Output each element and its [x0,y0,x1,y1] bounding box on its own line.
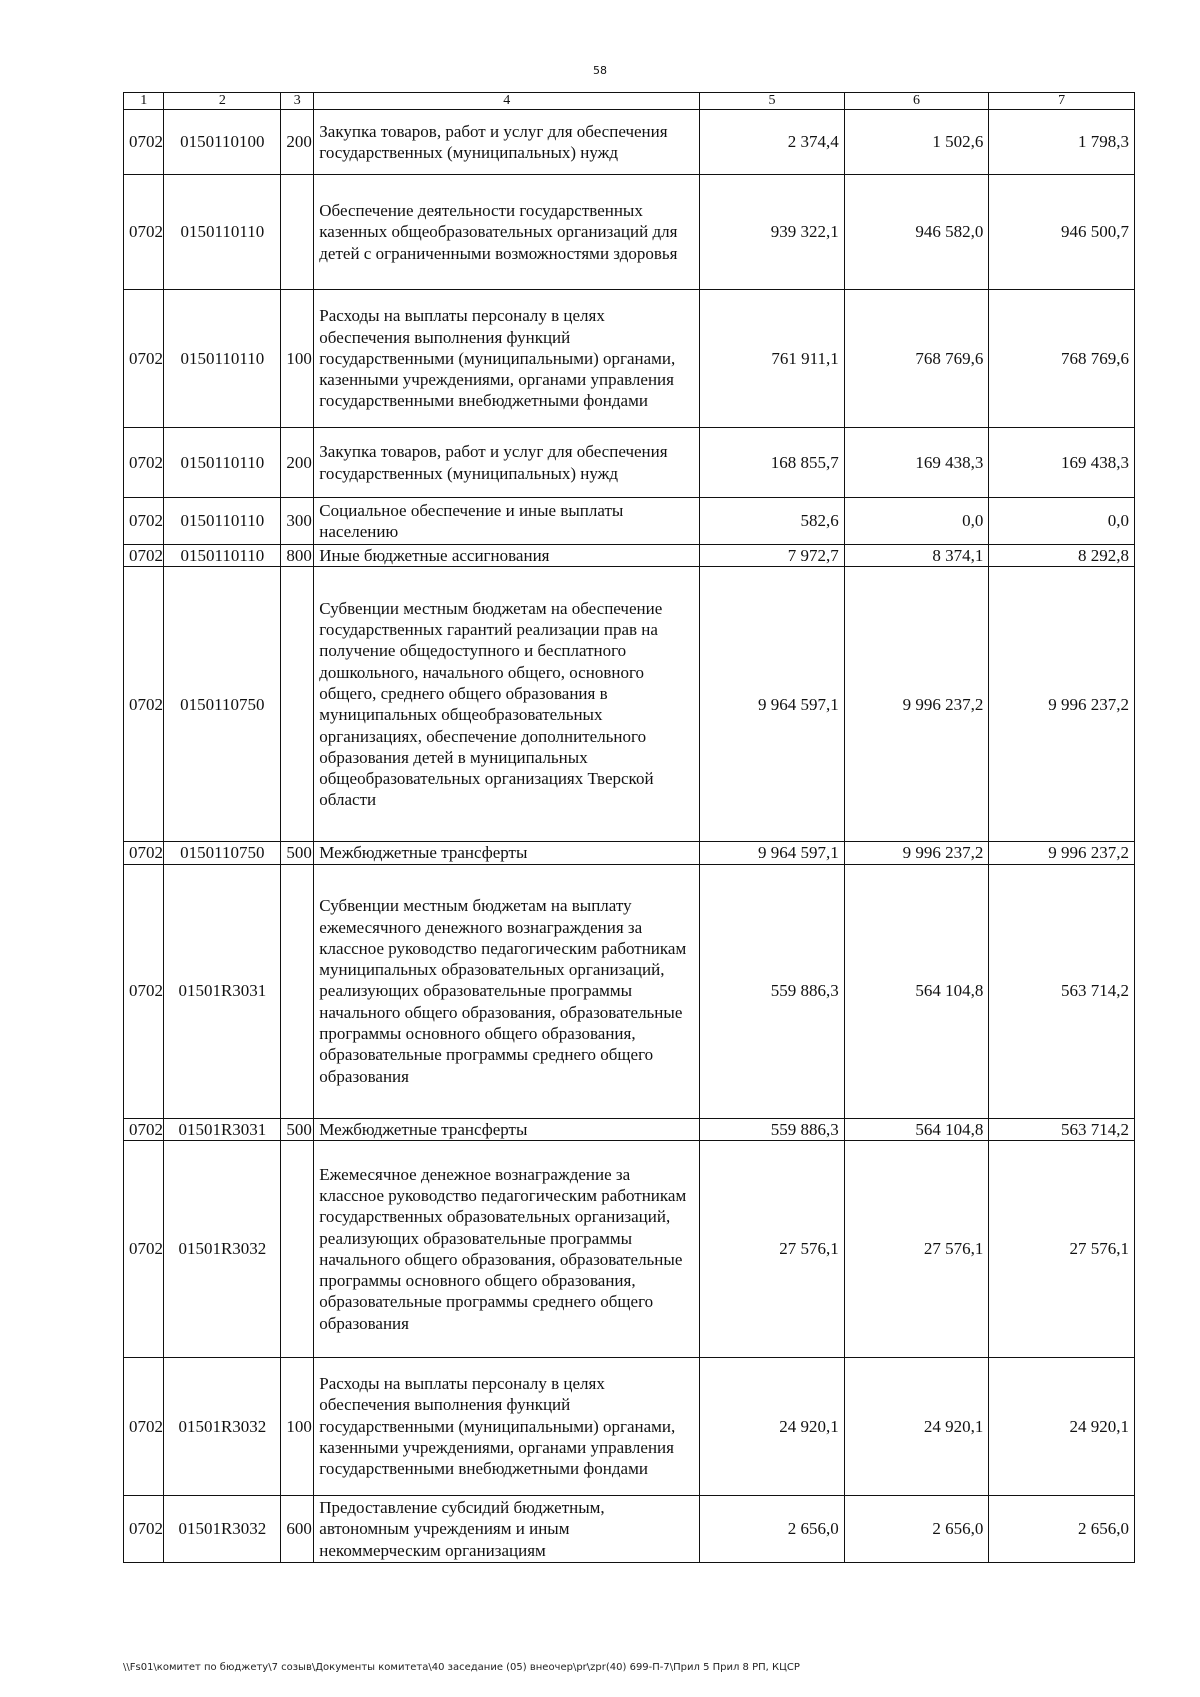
tsel-statya-cell: 01501R3032 [164,1140,281,1357]
page-number: 58 [593,64,607,77]
value-2-cell: 1 502,6 [844,110,989,175]
razdel-cell: 0702 [124,864,164,1118]
vid-cell: 500 [281,842,314,864]
vid-cell: 600 [281,1495,314,1562]
footer-file-path: \\Fs01\комитет по бюджету\7 созыв\Документы комитета\40 заседание (05) внеочер\pr\zpr(40) 699-П-7\Прил 5 Прил 8 РП, КЦСР [123,1662,800,1673]
vid-cell: 800 [281,545,314,567]
value-3-cell: 946 500,7 [989,175,1135,290]
value-1-cell: 7 972,7 [700,545,845,567]
tsel-statya-cell: 0150110110 [164,545,281,567]
value-1-cell: 939 322,1 [700,175,845,290]
value-1-cell: 761 911,1 [700,290,845,428]
header-col-1: 1 [124,93,164,110]
value-2-cell: 24 920,1 [844,1357,989,1495]
name-cell: Закупка товаров, работ и услуг для обеспечения государственных (муниципальных) нужд [314,428,700,498]
value-1-cell: 9 964 597,1 [700,842,845,864]
value-2-cell: 2 656,0 [844,1495,989,1562]
value-1-cell: 2 374,4 [700,110,845,175]
table-row [124,567,1135,842]
table-row [124,1140,1135,1357]
value-2-cell: 946 582,0 [844,175,989,290]
razdel-cell: 0702 [124,842,164,864]
value-1-cell: 2 656,0 [700,1495,845,1562]
name-cell: Обеспечение деятельности государственных казенных общеобразовательных организаций для детей с ограниченными возможностями здоровья [314,175,700,290]
razdel-cell: 0702 [124,567,164,842]
value-2-cell: 8 374,1 [844,545,989,567]
vid-cell [281,175,314,290]
name-cell: Ежемесячное денежное вознаграждение за классное руководство педагогическим работникам государственных образовательных организаций, реализующих образовательные программы начального общего образования, образовательные программы основного общего образования, образовательные программы среднего общего образования [314,1140,700,1357]
tsel-statya-cell: 01501R3031 [164,864,281,1118]
razdel-cell: 0702 [124,1495,164,1562]
name-cell: Иные бюджетные ассигнования [314,545,700,567]
value-2-cell: 564 104,8 [844,864,989,1118]
table-row [124,498,1135,545]
header-row [124,93,1135,110]
value-3-cell: 9 996 237,2 [989,567,1135,842]
header-col-5: 5 [700,93,845,110]
vid-cell: 100 [281,290,314,428]
table-row [124,290,1135,428]
header-col-7: 7 [989,93,1135,110]
name-cell: Расходы на выплаты персоналу в целях обеспечения выполнения функций государственными (муниципальными) органами, казенными учреждениями, органами управления государственными внебюджетными фондами [314,290,700,428]
tsel-statya-cell: 0150110750 [164,842,281,864]
name-cell: Межбюджетные трансферты [314,842,700,864]
razdel-cell: 0702 [124,498,164,545]
razdel-cell: 0702 [124,175,164,290]
tsel-statya-cell: 0150110110 [164,428,281,498]
table-row [124,1118,1135,1140]
header-col-4: 4 [314,93,700,110]
vid-cell [281,1140,314,1357]
vid-cell: 200 [281,110,314,175]
name-cell: Расходы на выплаты персоналу в целях обеспечения выполнения функций государственными (муниципальными) органами, казенными учреждениями, органами управления государственными внебюджетными фондами [314,1357,700,1495]
table-row [124,545,1135,567]
tsel-statya-cell: 01501R3032 [164,1495,281,1562]
vid-cell: 300 [281,498,314,545]
value-1-cell: 9 964 597,1 [700,567,845,842]
tsel-statya-cell: 0150110110 [164,175,281,290]
table-row [124,842,1135,864]
value-3-cell: 9 996 237,2 [989,842,1135,864]
razdel-cell: 0702 [124,1357,164,1495]
value-3-cell: 24 920,1 [989,1357,1135,1495]
value-3-cell: 8 292,8 [989,545,1135,567]
name-cell: Межбюджетные трансферты [314,1118,700,1140]
name-cell: Социальное обеспечение и иные выплаты населению [314,498,700,545]
table-row [124,175,1135,290]
name-cell: Субвенции местным бюджетам на обеспечение государственных гарантий реализации прав на получение общедоступного и бесплатного дошкольного, начального общего, основного общего, среднего общего образования в муниципальных общеобразовательных организациях, обеспечение дополнительного образования детей в муниципальных общеобразовательных организациях Тверской области [314,567,700,842]
razdel-cell: 0702 [124,290,164,428]
vid-cell [281,567,314,842]
vid-cell: 500 [281,1118,314,1140]
value-2-cell: 169 438,3 [844,428,989,498]
header-col-6: 6 [844,93,989,110]
table-row [124,110,1135,175]
value-2-cell: 768 769,6 [844,290,989,428]
tsel-statya-cell: 01501R3031 [164,1118,281,1140]
value-1-cell: 582,6 [700,498,845,545]
value-3-cell: 1 798,3 [989,110,1135,175]
value-3-cell: 2 656,0 [989,1495,1135,1562]
value-3-cell: 169 438,3 [989,428,1135,498]
value-2-cell: 9 996 237,2 [844,842,989,864]
razdel-cell: 0702 [124,110,164,175]
table-row [124,1357,1135,1495]
tsel-statya-cell: 01501R3032 [164,1357,281,1495]
vid-cell: 200 [281,428,314,498]
value-3-cell: 0,0 [989,498,1135,545]
name-cell: Субвенции местным бюджетам на выплату ежемесячного денежного вознаграждения за классное руководство педагогическим работникам муниципальных образовательных организаций, реализующих образовательные программы начального общего образования, образовательные программы основного общего образования, образовательные программы среднего общего образования [314,864,700,1118]
tsel-statya-cell: 0150110110 [164,290,281,428]
value-1-cell: 559 886,3 [700,1118,845,1140]
table-row [124,428,1135,498]
value-3-cell: 563 714,2 [989,1118,1135,1140]
value-3-cell: 27 576,1 [989,1140,1135,1357]
value-2-cell: 9 996 237,2 [844,567,989,842]
tsel-statya-cell: 0150110110 [164,498,281,545]
name-cell: Закупка товаров, работ и услуг для обеспечения государственных (муниципальных) нужд [314,110,700,175]
header-col-3: 3 [281,93,314,110]
vid-cell [281,864,314,1118]
budget-table [123,92,1135,1563]
value-3-cell: 768 769,6 [989,290,1135,428]
value-1-cell: 27 576,1 [700,1140,845,1357]
name-cell: Предоставление субсидий бюджетным, автономным учреждениям и иным некоммерческим организациям [314,1495,700,1562]
table-row [124,864,1135,1118]
razdel-cell: 0702 [124,1140,164,1357]
value-2-cell: 0,0 [844,498,989,545]
table-row [124,1495,1135,1562]
razdel-cell: 0702 [124,1118,164,1140]
tsel-statya-cell: 0150110100 [164,110,281,175]
value-2-cell: 564 104,8 [844,1118,989,1140]
value-1-cell: 24 920,1 [700,1357,845,1495]
value-1-cell: 168 855,7 [700,428,845,498]
razdel-cell: 0702 [124,545,164,567]
value-1-cell: 559 886,3 [700,864,845,1118]
value-2-cell: 27 576,1 [844,1140,989,1357]
vid-cell: 100 [281,1357,314,1495]
razdel-cell: 0702 [124,428,164,498]
header-col-2: 2 [164,93,281,110]
tsel-statya-cell: 0150110750 [164,567,281,842]
value-3-cell: 563 714,2 [989,864,1135,1118]
